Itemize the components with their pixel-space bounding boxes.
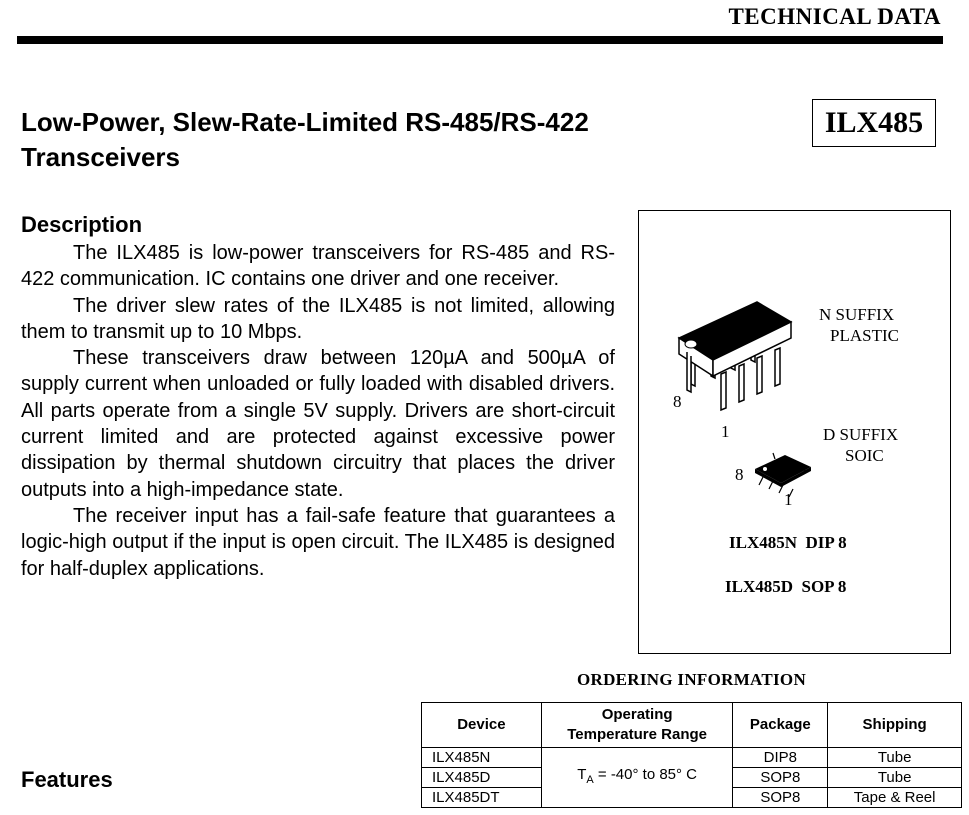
soic-pin-8-label: 8 bbox=[735, 465, 744, 484]
header-rule bbox=[17, 36, 943, 44]
temperature-column-header bbox=[541, 703, 733, 748]
shipping-cell: Tube bbox=[828, 768, 962, 788]
description-body bbox=[21, 240, 615, 582]
shipping-cell: Tape & Reel bbox=[828, 788, 962, 808]
temperature-header-line2: Temperature Range bbox=[567, 726, 707, 743]
dip-pin-8-label: 8 bbox=[673, 392, 682, 411]
ordering-info-title: ORDERING INFORMATION bbox=[576, 670, 807, 689]
header-title: TECHNICAL DATA bbox=[728, 4, 941, 29]
n-suffix-label: N SUFFIX bbox=[819, 305, 895, 324]
temperature-range-cell bbox=[541, 748, 733, 808]
dip-pin-1-label: 1 bbox=[721, 422, 730, 441]
package-cell: SOP8 bbox=[733, 788, 828, 808]
package-cell: DIP8 bbox=[733, 748, 828, 768]
dip8-order-line: ILX485N DIP 8 bbox=[729, 533, 847, 552]
part-number: ILX485 bbox=[824, 106, 924, 139]
package-column-header: Package bbox=[733, 703, 828, 748]
n-suffix-type: PLASTIC bbox=[830, 326, 899, 345]
table-header-row bbox=[422, 703, 962, 748]
page-title-line2: Transceivers bbox=[21, 142, 181, 172]
page-title bbox=[21, 105, 741, 175]
temperature-subscript: A bbox=[586, 774, 594, 786]
sop8-order-line: ILX485D SOP 8 bbox=[725, 577, 847, 596]
description-paragraph-1: The ILX485 is low-power transceivers for RS-485 and RS- 422 communication. IC contains one driver and one receiver. bbox=[21, 242, 615, 291]
temperature-header-line1: Operating bbox=[601, 706, 673, 723]
ordering-table bbox=[421, 702, 962, 808]
part-number-box bbox=[812, 99, 936, 147]
package-cell: SOP8 bbox=[733, 768, 828, 788]
temperature-range-value: = -40° to 85° C bbox=[593, 766, 698, 783]
device-column-header: Device bbox=[422, 703, 542, 748]
description-paragraph-4: The receiver input has a fail-safe feature that guarantees a logic-high output if the input is open circuit. The ILX485 is designed for half-duplex applications. bbox=[21, 504, 615, 580]
features-heading: Features bbox=[21, 767, 113, 792]
page-title-line1: Low-Power, Slew-Rate-Limited RS-485/RS-422 bbox=[21, 107, 589, 137]
device-cell: ILX485N bbox=[422, 748, 542, 768]
shipping-column-header: Shipping bbox=[828, 703, 962, 748]
description-paragraph-3: These transceivers draw between 120µA and 500µA of supply current when unloaded or fully loaded with disabled drivers. All parts operate from a single 5V supply. Drivers are short-circuit current limited and are protected against excessive power dissipation by thermal shutdown circuitry that places the driver outputs into a high-impedance state. bbox=[21, 347, 615, 501]
description-paragraph-2: The driver slew rates of the ILX485 is not limited, allowing them to transmit up to 10 Mbps. bbox=[21, 294, 615, 343]
d-suffix-type: SOIC bbox=[845, 446, 884, 465]
description-heading: Description bbox=[21, 212, 143, 237]
table-row bbox=[422, 748, 962, 768]
device-cell: ILX485DT bbox=[422, 788, 542, 808]
dip8-package-icon bbox=[669, 296, 809, 431]
shipping-cell: Tube bbox=[828, 748, 962, 768]
device-cell: ILX485D bbox=[422, 768, 542, 788]
temperature-symbol: T bbox=[577, 766, 587, 783]
d-suffix-label: D SUFFIX bbox=[823, 425, 899, 444]
soic-pin-1-label: 1 bbox=[784, 490, 793, 509]
package-info-box bbox=[638, 210, 951, 654]
